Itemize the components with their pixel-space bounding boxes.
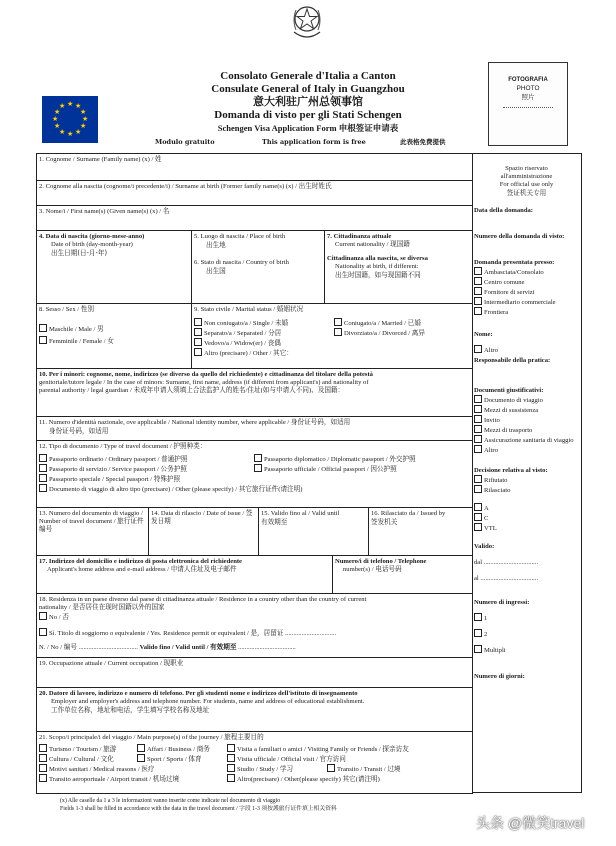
doc-number-label: 13. Numero del documento di viaggio / Number of travel document / 旅行证件编号: [39, 510, 144, 533]
national-id-label: 11. Numero d'identità nazionale, ove applicabile / National identity number, where applicable / 身份证号码，如适用: [39, 419, 351, 426]
official-border-option[interactable]: Frontiera: [474, 307, 579, 317]
official-doc-means-checkbox[interactable]: [474, 405, 482, 413]
field-telephone[interactable]: [333, 556, 473, 594]
official-intermediary-checkbox[interactable]: [474, 297, 482, 305]
official-doc-insurance-option[interactable]: Assicurazione sanitaria di viaggio: [474, 435, 579, 445]
sex-label: 8. Sesso / Sex / 性别: [39, 306, 94, 313]
minors-label-1: 10. Per i minori: cognome, nome, indirizzo (se diverso da quello del richiedente) e cittadinanza del titolare della potestà: [39, 371, 373, 378]
doc-service-option[interactable]: Passaporto di servizio / Service passport / 公务护照: [39, 464, 254, 474]
photo-label-zh: 照片: [521, 92, 535, 101]
field-surname-at-birth[interactable]: [37, 181, 473, 206]
marital-single-checkbox[interactable]: [194, 318, 202, 326]
form-title-it: Domanda di visto per gli Stati Schengen: [214, 109, 402, 121]
official-title-3: For official use only: [499, 181, 554, 188]
official-title-4: 签证机关专用: [506, 189, 547, 197]
official-lodged-at: Domanda presentata presso:: [474, 259, 555, 266]
field-place-country-birth[interactable]: [192, 231, 325, 304]
official-intermediary-option[interactable]: Intermediario commerciale: [474, 297, 579, 307]
official-other-checkbox[interactable]: [474, 345, 482, 353]
telephone-label: Numero/i di telefono / Telephone: [335, 558, 427, 565]
photo-box: [488, 62, 568, 146]
official-common-centre-option[interactable]: Centro comune: [474, 277, 579, 287]
field-travel-document-type: [37, 441, 473, 508]
residence-yes-checkbox[interactable]: [39, 628, 47, 636]
watermark: 头条 @微笑travel: [476, 815, 585, 831]
eu-flag: ★ ★ ★ ★ ★ ★ ★ ★ ★ ★ ★ ★: [42, 96, 98, 143]
official-doc-travel-option[interactable]: Documento di viaggio: [474, 395, 579, 405]
official-doc-transport-checkbox[interactable]: [474, 425, 482, 433]
marital-other-checkbox[interactable]: [194, 348, 202, 356]
free-label-it: Modulo gratuito: [155, 138, 215, 146]
nationality-birth-label-en: Nationality at birth, if different:: [335, 263, 419, 270]
purpose-tourism-checkbox[interactable]: [39, 744, 47, 752]
employer-label-zh: 工作单位名称，地址和电话，学生填写学校名称及地址: [51, 706, 210, 714]
official-type-a-checkbox[interactable]: [474, 503, 482, 511]
official-other-option[interactable]: Altro: [474, 345, 579, 355]
telephone-label-2: number(s) / 电话号码: [343, 566, 402, 573]
purpose-official-option[interactable]: Visita ufficiale / Official visit / 官方访问: [227, 754, 409, 764]
official-type-vtl-checkbox[interactable]: [474, 523, 482, 531]
purpose-medical-checkbox[interactable]: [39, 764, 47, 772]
purpose-study-checkbox[interactable]: [227, 764, 235, 772]
official-application-number: Numero della domanda di visto:: [474, 233, 565, 240]
doc-ordinary-checkbox[interactable]: [39, 454, 47, 462]
official-valid-label: Valido:: [474, 543, 495, 550]
marital-divorced-option[interactable]: Divorziato/a / Divorced / 离异: [334, 328, 425, 338]
doc-diplomatic-option[interactable]: Passaporto diplomatico / Diplomatic passport / 外交护照: [254, 454, 416, 464]
free-label-zh: 此表格免费提供: [400, 138, 446, 146]
official-doc-transport-option[interactable]: Mezzi di trasporto: [474, 425, 579, 435]
official-days-label: Numero di giorni:: [474, 673, 525, 680]
field-surname-at-birth-label: 2. Cognome alla nascita (cognome/i precedente/i) / Surname at birth (Former family name(s) (x) / 出生时姓氏: [39, 183, 332, 190]
valid-until-label: 15. Valido fino al / Valid until: [261, 510, 340, 517]
purpose-other-checkbox[interactable]: [227, 774, 235, 782]
purpose-family-option[interactable]: Visita a familiari o amici / Visiting Family or Friends / 探亲访友: [227, 744, 409, 754]
official-doc-invitation-option[interactable]: Invito: [474, 415, 579, 425]
field-minors-guardian[interactable]: [37, 369, 473, 417]
field-valid-until[interactable]: [259, 508, 369, 556]
official-title-1: Spazio riservato: [505, 165, 548, 172]
sex-female-checkbox[interactable]: [39, 336, 47, 344]
official-service-provider-checkbox[interactable]: [474, 287, 482, 295]
official-type-vtl-option[interactable]: VTL: [474, 523, 579, 533]
form-title-en: Schengen Visa Application Form 申根签证申请表: [217, 123, 399, 133]
valid-until-label-zh: 有效期至: [261, 518, 288, 526]
official-embassy-option[interactable]: Ambasciata/Consolato: [474, 267, 579, 277]
issued-by-label: 16. Rilasciato da / Issued by: [371, 510, 446, 517]
field-marital-status: [192, 304, 473, 369]
purpose-transit-option[interactable]: Transito / Transit / 过境: [327, 764, 401, 774]
purpose-tourism-option[interactable]: Turismo / Tourism / 旅游: [39, 744, 137, 754]
sex-female-option[interactable]: Femminile / Female / 女: [39, 336, 189, 346]
official-entries-label: Numero di ingressi:: [474, 599, 530, 606]
doc-special-option[interactable]: Passaporto speciale / Special passport / 特殊护照: [39, 474, 254, 484]
consulate-title-en: Consulate General of Italy in Guangzhou: [211, 83, 405, 95]
field-national-id[interactable]: [37, 417, 473, 441]
issued-by-label-zh: 签发机关: [371, 518, 398, 526]
purpose-sports-option[interactable]: Sport / Sports / 体育: [137, 754, 227, 764]
official-entries-1-checkbox[interactable]: [474, 613, 482, 621]
official-entries-multi-option[interactable]: Multipli: [474, 645, 579, 655]
marital-divorced-checkbox[interactable]: [334, 328, 342, 336]
field-date-of-birth[interactable]: [37, 231, 192, 304]
purpose-cultural-checkbox[interactable]: [39, 754, 47, 762]
official-use-panel: [472, 153, 582, 793]
purpose-airport-transit-checkbox[interactable]: [39, 774, 47, 782]
field-employer[interactable]: [37, 688, 473, 732]
official-type-c-checkbox[interactable]: [474, 513, 482, 521]
purpose-study-option[interactable]: Studio / Study / 学习: [227, 764, 327, 774]
field-first-name-label: 3. Nome/i / First name(s) (Given name(s) (x) / 名: [39, 208, 170, 215]
purpose-sports-checkbox[interactable]: [137, 754, 145, 762]
residence-label-1: 18. Residenza in un paese diverso dal paese di cittadinanza attuale / Residence in a country other than the country of current: [39, 596, 367, 603]
field-date-of-issue[interactable]: [149, 508, 259, 556]
issue-date-label: 14. Data di rilascio / Date of issue / 签发日期: [151, 510, 253, 525]
official-entries-1-option[interactable]: 1: [474, 613, 579, 623]
minors-label-3: parental authority / legal guardian / 未成年申请人须填上合法监护人的姓名/住址(如与申请人不同)、及国籍：: [39, 387, 345, 394]
field-residence: 18. Residenza in un paese diverso dal paese di cittadinanza attuale / Residence in a country other than the country of current nationality / 是否居住在现时国籍以外的国家 No / 否 Sì. Titolo di soggiorno o equivalente / Yes. Residence permit or equivalent / 是，居留证 ............................... N. / No / 编号 .................................... Valido fino / Valid until / 有效期至 ...................................: [37, 594, 473, 658]
official-visa-decision: Decisione relativa al visto:: [474, 467, 548, 474]
official-supporting-docs: Documenti giustificativi:: [474, 387, 544, 394]
purpose-transit-checkbox[interactable]: [327, 764, 335, 772]
official-entries-multi-checkbox[interactable]: [474, 645, 482, 653]
purpose-airport-transit-option[interactable]: Transito aeroportuale / Airport transit / 机场过境: [39, 774, 227, 784]
country-birth-label: 6. Stato di nascita / Country of birth: [194, 259, 289, 266]
field-first-name[interactable]: [37, 206, 473, 231]
sex-male-option[interactable]: Maschile / Male / 男: [39, 324, 189, 334]
official-doc-insurance-checkbox[interactable]: [474, 435, 482, 443]
footer-note-1: (x) Alle caselle da 1 a 3 le informazioni vanno inserite come indicate nel documento di viaggio: [60, 798, 281, 804]
marital-separated-option[interactable]: Separato/a / Separated / 分居: [194, 328, 334, 338]
footer-note-2: Fields 1-3 shall be filled in accordance with the data in the travel document / 字段 1-3 须按護旅行证件填上相关资料: [60, 806, 337, 812]
field-document-number[interactable]: [37, 508, 149, 556]
doc-ordinary-option[interactable]: Passaporto ordinario / Ordinary passport / 普通护照: [39, 454, 254, 464]
nationality-label-it: 7. Cittadinanza attuale: [327, 233, 392, 240]
place-birth-label: 5. Luogo di nascita / Place of birth: [194, 233, 286, 240]
minors-label-2: genitoriale/tutore legale / In the case of minors: Surname, first name, address (if different from applicant's) and nationality of: [39, 379, 369, 386]
purpose-label: 21. Scopo/i principale/i del viaggio / Main purpose(s) of the journey / 旅程主要目的: [39, 734, 264, 741]
official-entries-2-option[interactable]: 2: [474, 629, 579, 639]
address-label-it: 17. Indirizzo del domicilio e indirizzo di posta elettronica del richiedente: [39, 558, 242, 565]
official-refused-checkbox[interactable]: [474, 475, 482, 483]
official-common-centre-checkbox[interactable]: [474, 277, 482, 285]
marital-widow-checkbox[interactable]: [194, 338, 202, 346]
marital-separated-checkbox[interactable]: [194, 328, 202, 336]
purpose-official-checkbox[interactable]: [227, 754, 235, 762]
consulate-title-it: Consolato Generale d'Italia a Canton: [220, 70, 396, 82]
official-doc-invitation-checkbox[interactable]: [474, 415, 482, 423]
employer-label-it: 20. Datore di lavoro, indirizzo e numero di telefono. Per gli studenti nome e indirizzo dell'istituto di insegnamento: [39, 690, 358, 697]
country-birth-label-zh: 出生国: [206, 267, 226, 275]
field-nationality[interactable]: [325, 231, 473, 304]
purpose-business-option[interactable]: Affari / Business / 商务: [137, 744, 227, 754]
marital-married-option[interactable]: Coniugato/a / Married / 已婚: [334, 318, 425, 328]
official-doc-other-checkbox[interactable]: [474, 445, 482, 453]
dob-label-en: Date of birth (day-month-year): [51, 241, 133, 248]
official-doc-travel-checkbox[interactable]: [474, 395, 482, 403]
purpose-other-option[interactable]: Altro(precisare) / Other(please specify) 其它(请注明): [227, 774, 380, 784]
doc-type-label: 12. Tipo di documento / Type of travel document / 护照种类：: [39, 443, 207, 450]
official-entries-2-checkbox[interactable]: [474, 629, 482, 637]
nationality-label-en: Current nationality / 现国籍: [335, 241, 410, 248]
marital-married-checkbox[interactable]: [334, 318, 342, 326]
italian-emblem: [290, 2, 324, 42]
official-application-date: Data della domanda:: [474, 207, 533, 214]
consulate-title-zh: 意大利驻广州总领事馆: [253, 95, 363, 108]
residence-valid-label: Valido fino / Valid until / 有效期至: [139, 644, 237, 651]
purpose-medical-option[interactable]: Motivi sanitari / Medical reasons / 医疗: [39, 764, 227, 774]
place-birth-label-zh: 出生地: [206, 241, 226, 249]
residence-no-checkbox[interactable]: [39, 612, 47, 620]
marital-other-option[interactable]: Altro (precisare) / Other / 其它：: [194, 348, 334, 358]
official-name-label: Nome:: [474, 331, 493, 338]
official-service-provider-option[interactable]: Fornitore di servizi: [474, 287, 579, 297]
occupation-label: 19. Occupazione attuale / Current occupation / 现职业: [39, 660, 184, 667]
official-type-c-option[interactable]: C: [474, 513, 579, 523]
dob-label-it: 4. Data di nascita (giorno-mese-anno): [39, 233, 145, 240]
marital-single-option[interactable]: Non coniugato/a / Single / 未婚: [194, 318, 334, 328]
nationality-birth-label-it: Cittadinanza alla nascita, se diversa: [327, 255, 428, 262]
residence-number-label: N. / No / 编号: [39, 644, 77, 651]
residence-no-option[interactable]: No / 否: [39, 612, 470, 622]
official-type-a-option[interactable]: A: [474, 503, 579, 513]
official-title-2: all'amministrazione: [500, 173, 553, 180]
field-issued-by[interactable]: [369, 508, 473, 556]
doc-other-checkbox[interactable]: [39, 484, 47, 492]
official-embassy-checkbox[interactable]: [474, 267, 482, 275]
doc-official-option[interactable]: Passaporto ufficiale / Official passport / 因公护照: [254, 464, 416, 474]
official-valid-from-row[interactable]: dal .................................: [474, 559, 539, 566]
purpose-cultural-option[interactable]: Cultura / Cultural / 文化: [39, 754, 137, 764]
residence-label-2: nationality / 是否居住在现时国籍以外的国家: [39, 604, 165, 611]
official-border-checkbox[interactable]: [474, 307, 482, 315]
doc-special-checkbox[interactable]: [39, 474, 47, 482]
official-doc-other-option[interactable]: Altro: [474, 445, 579, 455]
sex-male-checkbox[interactable]: [39, 324, 47, 332]
doc-diplomatic-checkbox[interactable]: [254, 454, 262, 462]
official-refused-option[interactable]: Rifiutato: [474, 475, 579, 485]
official-issued-checkbox[interactable]: [474, 485, 482, 493]
form-main: [36, 153, 473, 794]
field-occupation[interactable]: [37, 658, 473, 688]
marital-label: 9. Stato civile / Marital status / 婚姻状况: [194, 306, 304, 313]
nationality-birth-label-zh: 出生时国籍，如与现国籍不同: [335, 271, 421, 279]
address-label-en: Applicant's home address and e-mail address / 申请人住址及电子邮件: [47, 566, 237, 573]
dob-label-zh: 出生日期(日-月-年): [51, 249, 108, 257]
doc-official-checkbox[interactable]: [254, 464, 262, 472]
field-purpose: [37, 732, 473, 794]
purpose-business-checkbox[interactable]: [137, 744, 145, 752]
free-label-en: This application form is free: [262, 138, 366, 146]
marital-widow-option[interactable]: Vedovo/a / Widow(er) / 丧偶: [194, 338, 334, 348]
doc-other-option[interactable]: Documento di viaggio di altro tipo (precisare) / Other (please specify) / 其它旅行证件(请注明): [39, 484, 470, 494]
purpose-family-checkbox[interactable]: [227, 744, 235, 752]
field-surname[interactable]: [37, 154, 473, 181]
photo-label-it: FOTOGRAFIA: [508, 77, 548, 83]
field-sex: [37, 304, 192, 369]
field-surname-label: 1. Cognome / Surname (Family name) (x) / 姓: [39, 156, 162, 163]
official-file-handled-by: Responsabile della pratica:: [474, 357, 551, 364]
residence-yes-option[interactable]: Sì. Titolo di soggiorno o equivalente / Yes. Residence permit or equivalent / 是，居留证 ...............................: [39, 628, 470, 638]
field-home-address[interactable]: [37, 556, 333, 594]
employer-label-en: Employer and employer's address and telephone number. For students, name and address of educational establishment.: [51, 698, 365, 705]
doc-service-checkbox[interactable]: [39, 464, 47, 472]
photo-label-en: PHOTO: [516, 84, 540, 92]
national-id-label-zh: 身份证号码，如适用: [49, 427, 109, 435]
official-issued-option[interactable]: Rilasciato: [474, 485, 579, 495]
official-valid-to-row[interactable]: al ...................................: [474, 575, 539, 582]
official-doc-means-option[interactable]: Mezzi di sussistenza: [474, 405, 579, 415]
